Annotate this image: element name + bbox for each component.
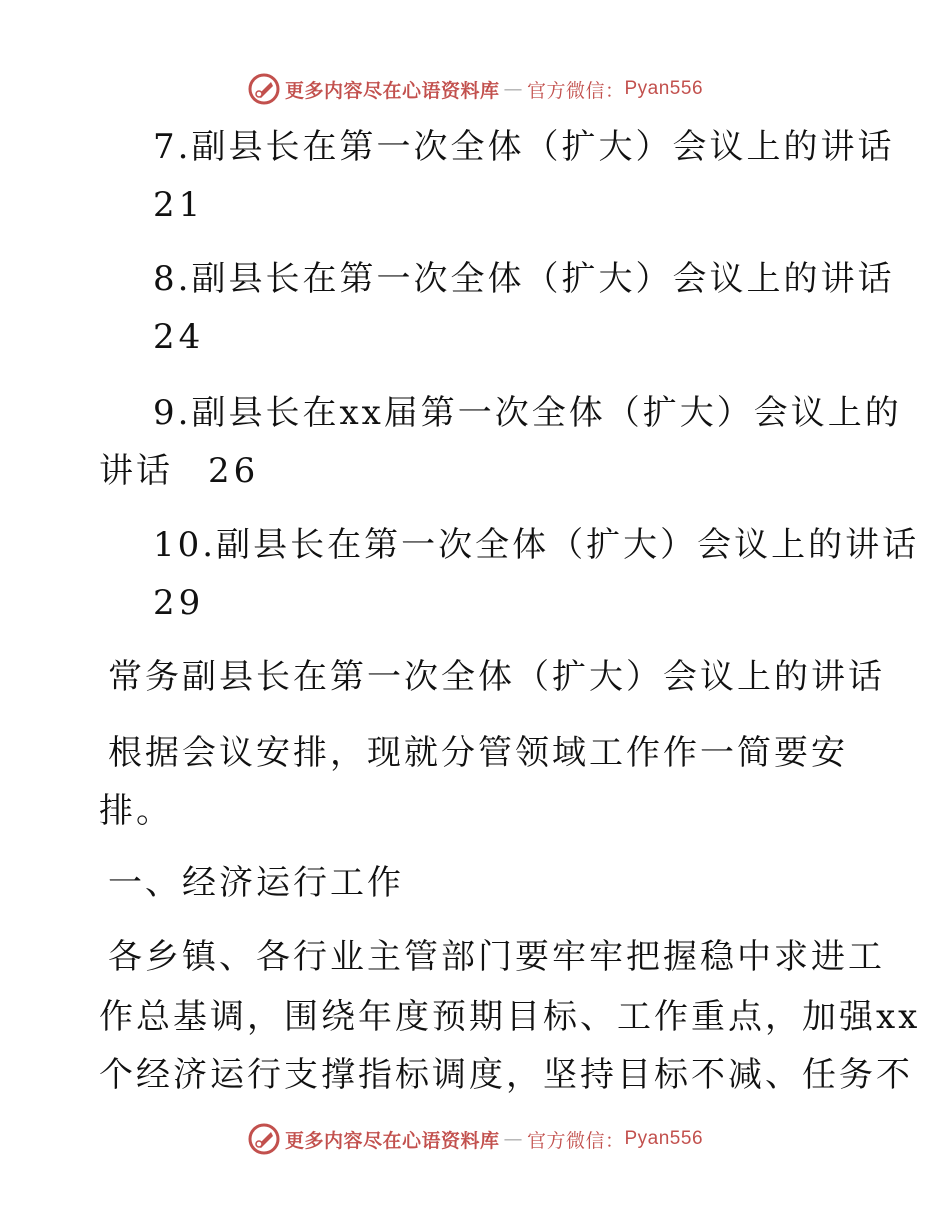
watermark-contact: 官方微信： bbox=[526, 1129, 625, 1152]
para-line-2: 作总基调，围绕年度预期目标、工作重点，加强xx bbox=[99, 997, 921, 1037]
watermark-separator: — bbox=[503, 78, 523, 100]
watermark-contact: 官方微信： bbox=[526, 79, 625, 102]
toc-item-8-page: 24 bbox=[153, 317, 205, 357]
section-1-title: 一、经济运行工作 bbox=[108, 863, 404, 903]
toc-item-7-title: 7.副县长在第一次全体（扩大）会议上的讲话 bbox=[153, 127, 895, 167]
section-heading: 常务副县长在第一次全体（扩大）会议上的讲话 bbox=[108, 657, 885, 697]
para-line-3: 个经济运行支撑指标调度，坚持目标不减、任务不 bbox=[99, 1055, 913, 1095]
para-line-1: 各乡镇、各行业主管部门要牢牢把握稳中求进工 bbox=[108, 937, 885, 977]
toc-item-9-title: 9.副县长在xx届第一次全体（扩大）会议上的 bbox=[153, 393, 902, 433]
watermark-logo-icon bbox=[247, 1122, 281, 1156]
toc-item-9-title-cont: 讲话 bbox=[99, 451, 173, 491]
watermark-footer bbox=[0, 1122, 950, 1156]
toc-item-10-title: 10.副县长在第一次全体（扩大）会议上的讲话 bbox=[153, 525, 920, 565]
toc-item-9-page: 26 bbox=[208, 451, 260, 491]
toc-item-7-page: 21 bbox=[153, 185, 205, 225]
intro-line-2: 排。 bbox=[99, 791, 173, 831]
watermark-id: Pyan556 bbox=[624, 1128, 704, 1149]
watermark-text: 更多内容尽在心语资料库 bbox=[284, 1129, 500, 1152]
intro-line-1: 根据会议安排，现就分管领域工作作一简要安 bbox=[108, 733, 848, 773]
watermark-text: 更多内容尽在心语资料库 bbox=[284, 79, 500, 102]
toc-item-10-page: 29 bbox=[153, 583, 205, 623]
toc-item-8-title: 8.副县长在第一次全体（扩大）会议上的讲话 bbox=[153, 259, 895, 299]
watermark-separator: — bbox=[503, 1128, 523, 1150]
watermark-id: Pyan556 bbox=[624, 78, 704, 99]
